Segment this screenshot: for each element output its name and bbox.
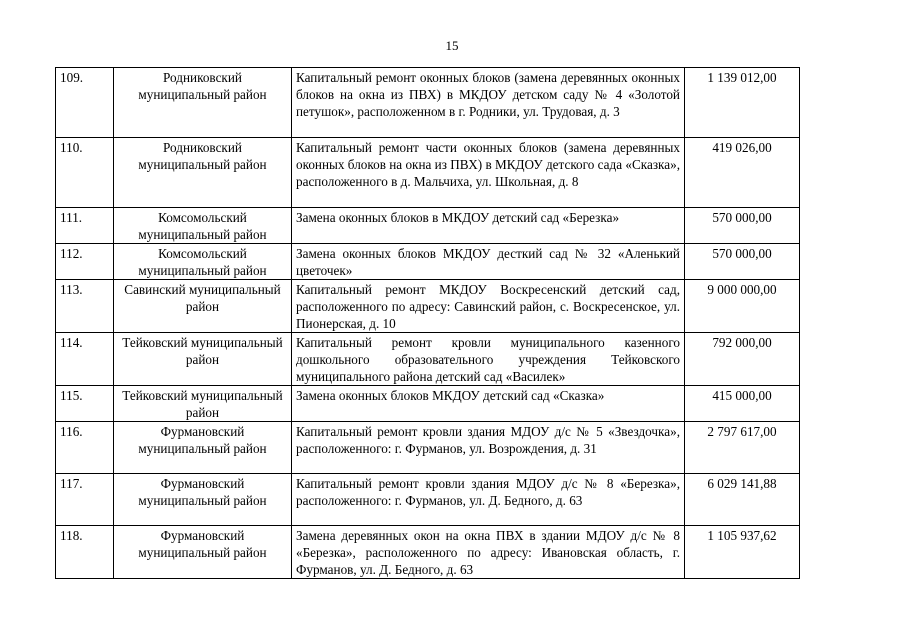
table-row [56,333,800,386]
district-name: Фурмановский муниципальный район [114,422,292,474]
district-name: Тейковский муниципальный район [114,386,292,422]
amount: 570 000,00 [685,208,800,244]
amount: 1 139 012,00 [685,68,800,138]
work-description: Замена оконных блоков в МКДОУ детский сад «Березка» [292,208,685,244]
amount: 419 026,00 [685,138,800,208]
amount: 6 029 141,88 [685,474,800,526]
district-name: Комсомольский муниципальный район [114,208,292,244]
work-description: Капитальный ремонт кровли здания МДОУ д/с № 8 «Березка», расположенного: г. Фурманов, ул. Д. Бедного, д. 63 [292,474,685,526]
district-name: Комсомольский муниципальный район [114,244,292,280]
table-row [56,280,800,333]
amount: 1 105 937,62 [685,526,800,579]
work-description: Капитальный ремонт части оконных блоков (замена деревянных оконных блоков на окна из ПВХ) в МКДОУ детского сада «Сказка», расположенного в д. Мальчиха, ул. Школьная, д. 8 [292,138,685,208]
row-number: 111. [56,208,114,244]
objects-table [55,67,800,579]
table-row [56,386,800,422]
work-description: Капитальный ремонт кровли муниципального казенного дошкольного образовательного учреждения Тейковского муниципального района детский сад «Василек» [292,333,685,386]
work-description: Замена оконных блоков МКДОУ десткий сад № 32 «Аленький цветочек» [292,244,685,280]
table-row [56,422,800,474]
amount: 9 000 000,00 [685,280,800,333]
table-row [56,526,800,579]
row-number: 113. [56,280,114,333]
district-name: Тейковский муниципальный район [114,333,292,386]
row-number: 112. [56,244,114,280]
row-number: 110. [56,138,114,208]
page-number: 15 [445,38,459,53]
table-row [56,68,800,138]
amount: 792 000,00 [685,333,800,386]
row-number: 115. [56,386,114,422]
amount: 570 000,00 [685,244,800,280]
row-number: 116. [56,422,114,474]
row-number: 114. [56,333,114,386]
work-description: Капитальный ремонт оконных блоков (замена деревянных оконных блоков на окна из ПВХ) в МКДОУ детском саду № 4 «Золотой петушок», расположенном в г. Родники, ул. Трудовая, д. 3 [292,68,685,138]
row-number: 109. [56,68,114,138]
district-name: Савинский муниципальный район [114,280,292,333]
row-number: 118. [56,526,114,579]
row-number: 117. [56,474,114,526]
table-row [56,244,800,280]
district-name: Фурмановский муниципальный район [114,474,292,526]
work-description: Капитальный ремонт МКДОУ Воскресенский детский сад, расположенного по адресу: Савинский район, с. Воскресенское, ул. Пионерская, д. 10 [292,280,685,333]
amount: 2 797 617,00 [685,422,800,474]
table-row [56,474,800,526]
district-name: Родниковский муниципальный район [114,138,292,208]
amount: 415 000,00 [685,386,800,422]
table-row [56,138,800,208]
work-description: Капитальный ремонт кровли здания МДОУ д/с № 5 «Звездочка», расположенного: г. Фурманов, ул. Возрождения, д. 31 [292,422,685,474]
district-name: Фурмановский муниципальный район [114,526,292,579]
work-description: Замена оконных блоков МКДОУ детский сад «Сказка» [292,386,685,422]
district-name: Родниковский муниципальный район [114,68,292,138]
work-description: Замена деревянных окон на окна ПВХ в здании МДОУ д/с № 8 «Березка», расположенного по адресу: Ивановская область, г. Фурманов, ул. Д. Бедного, д. 63 [292,526,685,579]
table-row [56,208,800,244]
